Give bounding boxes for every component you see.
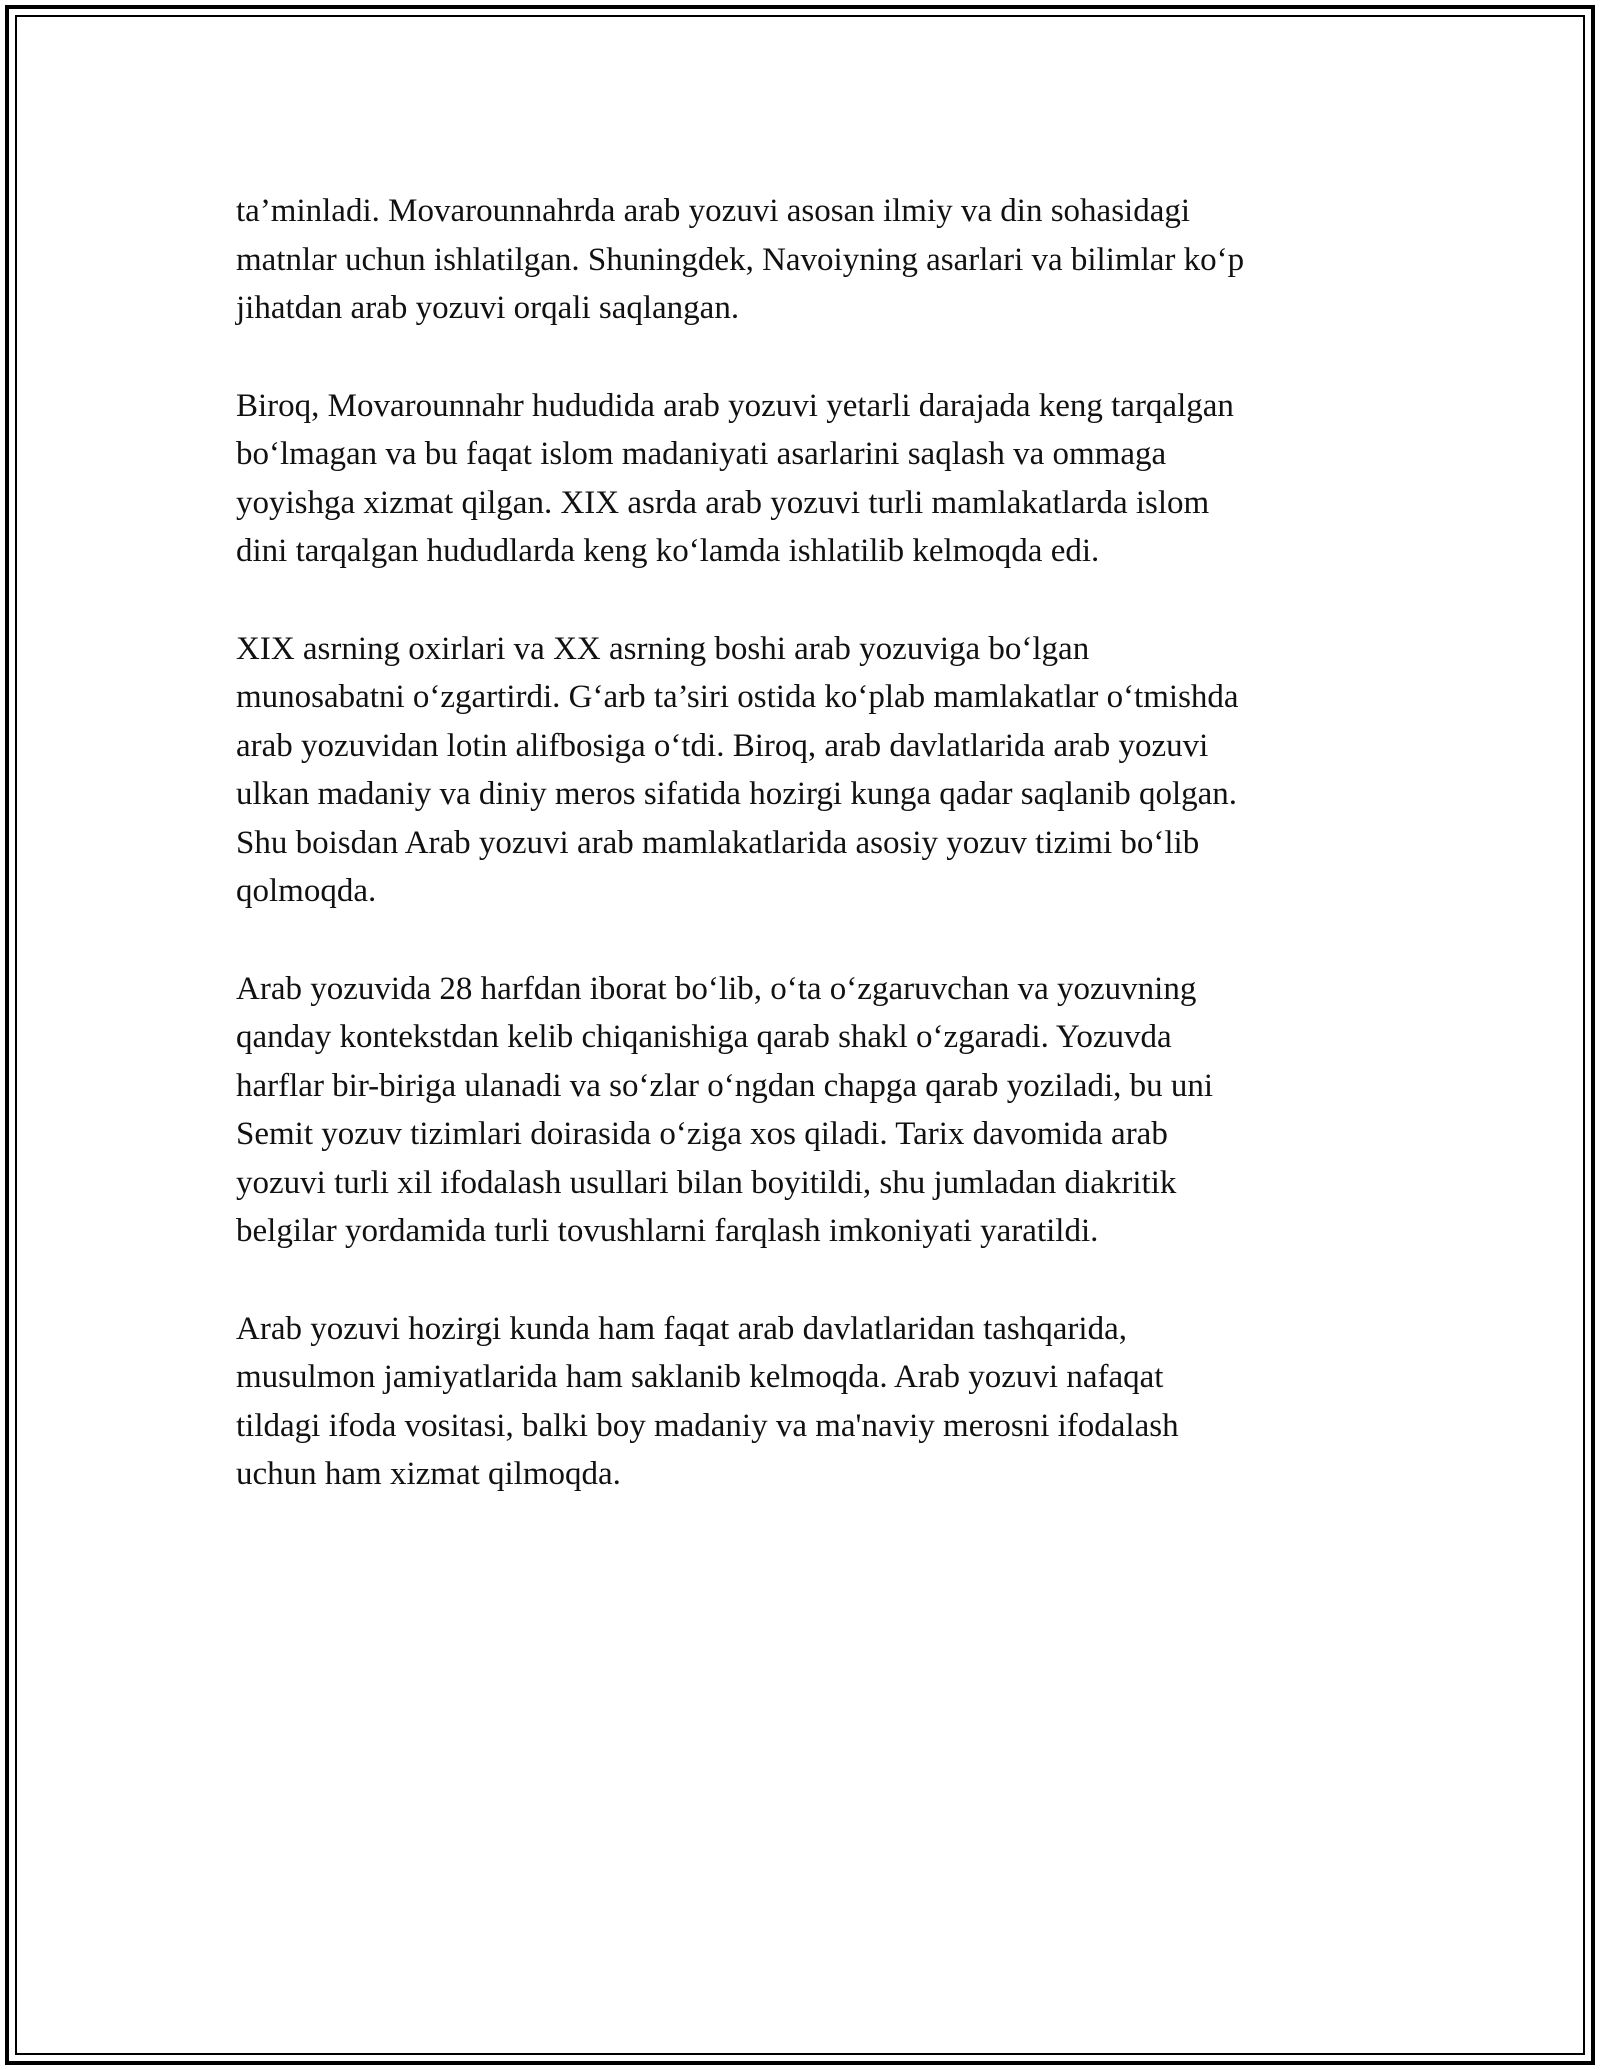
text-line: ta’minladi. Movarounnahrda arab yozuvi asosan ilmiy va din sohasidagi — [236, 193, 1191, 229]
text-line: uchun ham xizmat qilmoqda. — [236, 1456, 621, 1492]
text-line: munosabatni o‘zgartirdi. G‘arb ta’siri ostida ko‘plab mamlakatlar o‘tmishda — [236, 679, 1239, 715]
text-line: yozuvi turli xil ifodalash usullari bilan boyitildi, shu jumladan diakritik — [236, 1164, 1177, 1201]
text-line: Arab yozuvi hozirgi kunda ham faqat arab davlatlaridan tashqarida, — [236, 1310, 1127, 1347]
text-line: ulkan madaniy va diniy meros sifatida hozirgi kunga qadar saqlanib qolgan. — [236, 776, 1238, 812]
text-line: tildagi ifoda vositasi, balki boy madaniy va ma'naviy merosni ifodalash — [236, 1407, 1179, 1444]
document-body — [236, 187, 1366, 1548]
text-line: harflar bir-biriga ulanadi va so‘zlar o‘ngdan chapga qarab yoziladi, bu uni — [236, 1067, 1214, 1104]
paragraph-4 — [236, 965, 1366, 1256]
paragraph-2 — [236, 382, 1366, 576]
text-line: Shu boisdan Arab yozuvi arab mamlakatlarida asosiy yozuv tizimi bo‘lib — [236, 824, 1200, 861]
paragraph-1 — [236, 187, 1366, 333]
text-line: XIX asrning oxirlari va XX asrning boshi arab yozuviga bo‘lgan — [236, 630, 1090, 667]
text-line: Biroq, Movarounnahr hududida arab yozuvi yetarli darajada keng tarqalgan — [236, 387, 1234, 424]
text-line: belgilar yordamida turli tovushlarni farqlash imkoniyati yaratildi. — [236, 1213, 1099, 1249]
text-line: qolmoqda. — [236, 873, 377, 909]
text-line: bo‘lmagan va bu faqat islom madaniyati asarlarini saqlash va ommaga — [236, 436, 1167, 472]
text-line: Semit yozuv tizimlari doirasida o‘ziga xos qiladi. Tarix davomida arab — [236, 1116, 1168, 1152]
text-line: dini tarqalgan hududlarda keng ko‘lamda ishlatilib kelmoqda edi. — [236, 533, 1100, 569]
text-line: matnlar uchun ishlatilgan. Shuningdek, Navoiyning asarlari va bilimlar ko‘p — [236, 241, 1245, 278]
text-line: arab yozuvidan lotin alifbosiga o‘tdi. Biroq, arab davlatlarida arab yozuvi — [236, 727, 1209, 764]
text-line: Arab yozuvida 28 harfdan iborat bo‘lib, o‘ta o‘zgaruvchan va yozuvning — [236, 970, 1197, 1007]
text-line: jihatdan arab yozuvi orqali saqlangan. — [236, 290, 740, 326]
text-line: qanday kontekstdan kelib chiqanishiga qarab shakl o‘zgaradi. Yozuvda — [236, 1019, 1172, 1055]
paragraph-3 — [236, 625, 1366, 916]
text-line: yoyishga xizmat qilgan. XIX asrda arab yozuvi turli mamlakatlarda islom — [236, 484, 1210, 521]
paragraph-5 — [236, 1305, 1366, 1499]
text-line: musulmon jamiyatlarida ham saklanib kelmoqda. Arab yozuvi nafaqat — [236, 1359, 1164, 1395]
